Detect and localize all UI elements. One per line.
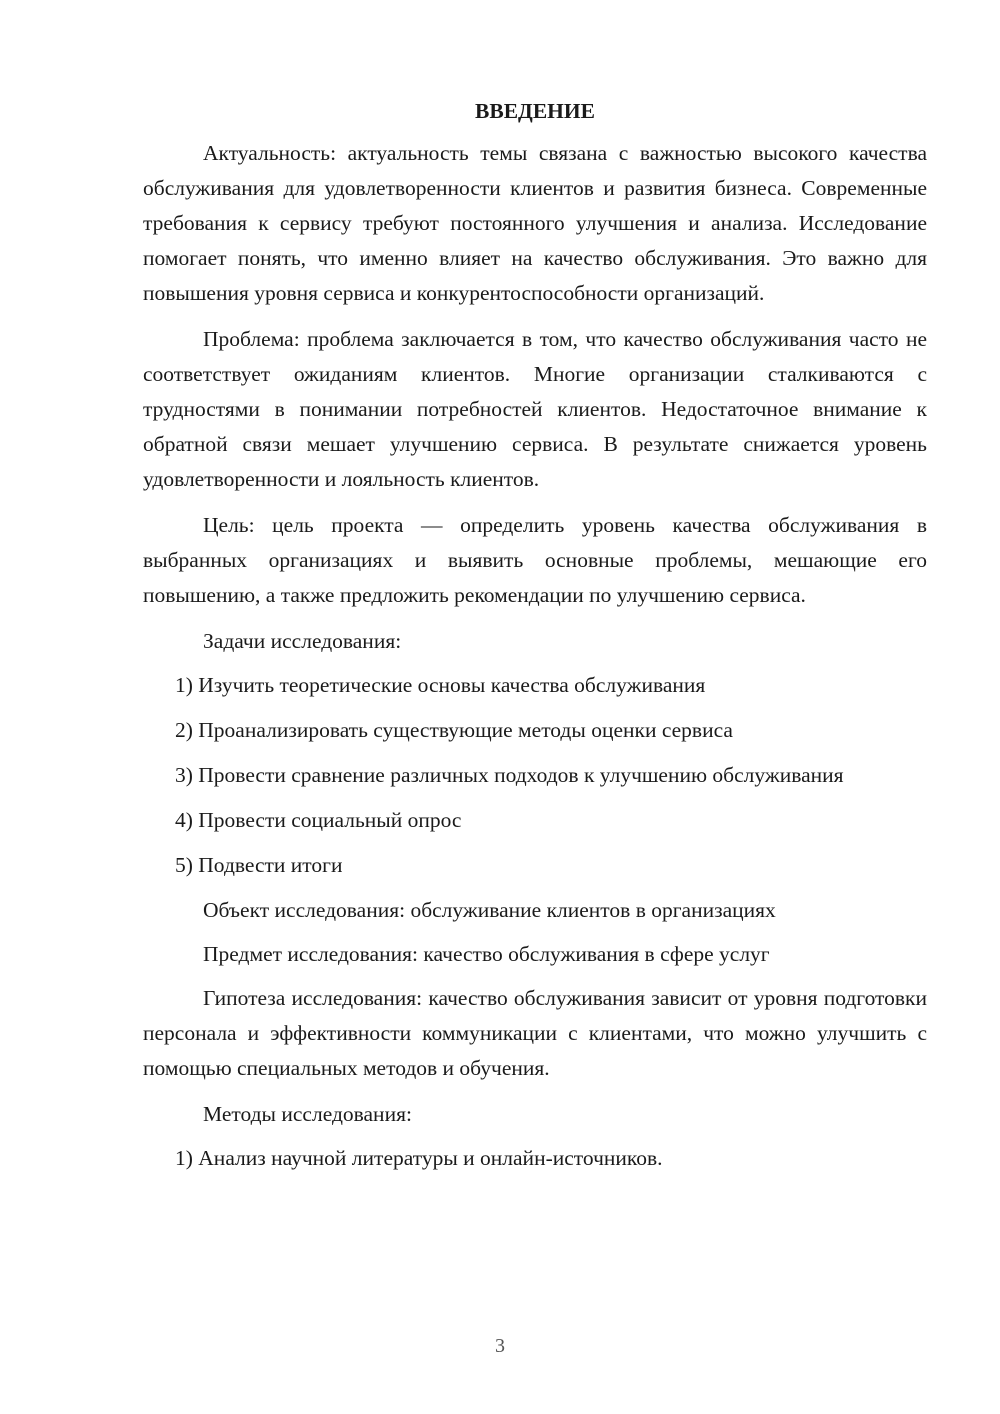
paragraph-relevance: Актуальность: актуальность темы связана с важностью высокого качества обслуживания для удовлетворенности клиентов и развития бизнеса. Современные требования к сервису требуют постоянного улучшения и анализа. Исследование помогает понять, что именно влияет на качество обслуживания. Это важно для повышения уровня сервиса и конкурентоспособности организаций. xyxy=(143,141,927,305)
document-page xyxy=(143,96,927,1186)
tasks-heading: Задачи исследования: xyxy=(203,629,402,653)
task-item-2: 2) Проанализировать существующие методы оценки сервиса xyxy=(175,718,733,742)
paragraph-goal: Цель: цель проекта — определить уровень качества обслуживания в выбранных организациях и выявить основные проблемы, мешающие его повышению, а также предложить рекомендации по улучшению сервиса. xyxy=(143,513,927,607)
task-item-1: 1) Изучить теоретические основы качества обслуживания xyxy=(175,673,706,697)
paragraph-hypothesis: Гипотеза исследования: качество обслуживания зависит от уровня подготовки персонала и эффективности коммуникации с клиентами, что можно улучшить с помощью специальных методов и обучения. xyxy=(143,986,927,1080)
task-item-4: 4) Провести социальный опрос xyxy=(175,808,462,832)
task-item-5: 5) Подвести итоги xyxy=(175,853,343,877)
methods-heading: Методы исследования: xyxy=(203,1102,412,1126)
page-title: ВВЕДЕНИЕ xyxy=(475,99,595,123)
paragraph-subject: Предмет исследования: качество обслуживания в сфере услуг xyxy=(203,942,770,966)
task-item-3: 3) Провести сравнение различных подходов к улучшению обслуживания xyxy=(175,763,844,787)
paragraph-problem: Проблема: проблема заключается в том, что качество обслуживания часто не соответствует ожиданиям клиентов. Многие организации сталкиваются с трудностями в понимании потребностей клиентов. Недостаточное внимание к обратной связи мешает улучшению сервиса. В результате снижается уровень удовлетворенности и лояльность клиентов. xyxy=(143,327,927,491)
page-number: 3 xyxy=(495,1335,505,1357)
method-item-1: 1) Анализ научной литературы и онлайн-источников. xyxy=(175,1146,663,1170)
paragraph-object: Объект исследования: обслуживание клиентов в организациях xyxy=(203,898,776,922)
